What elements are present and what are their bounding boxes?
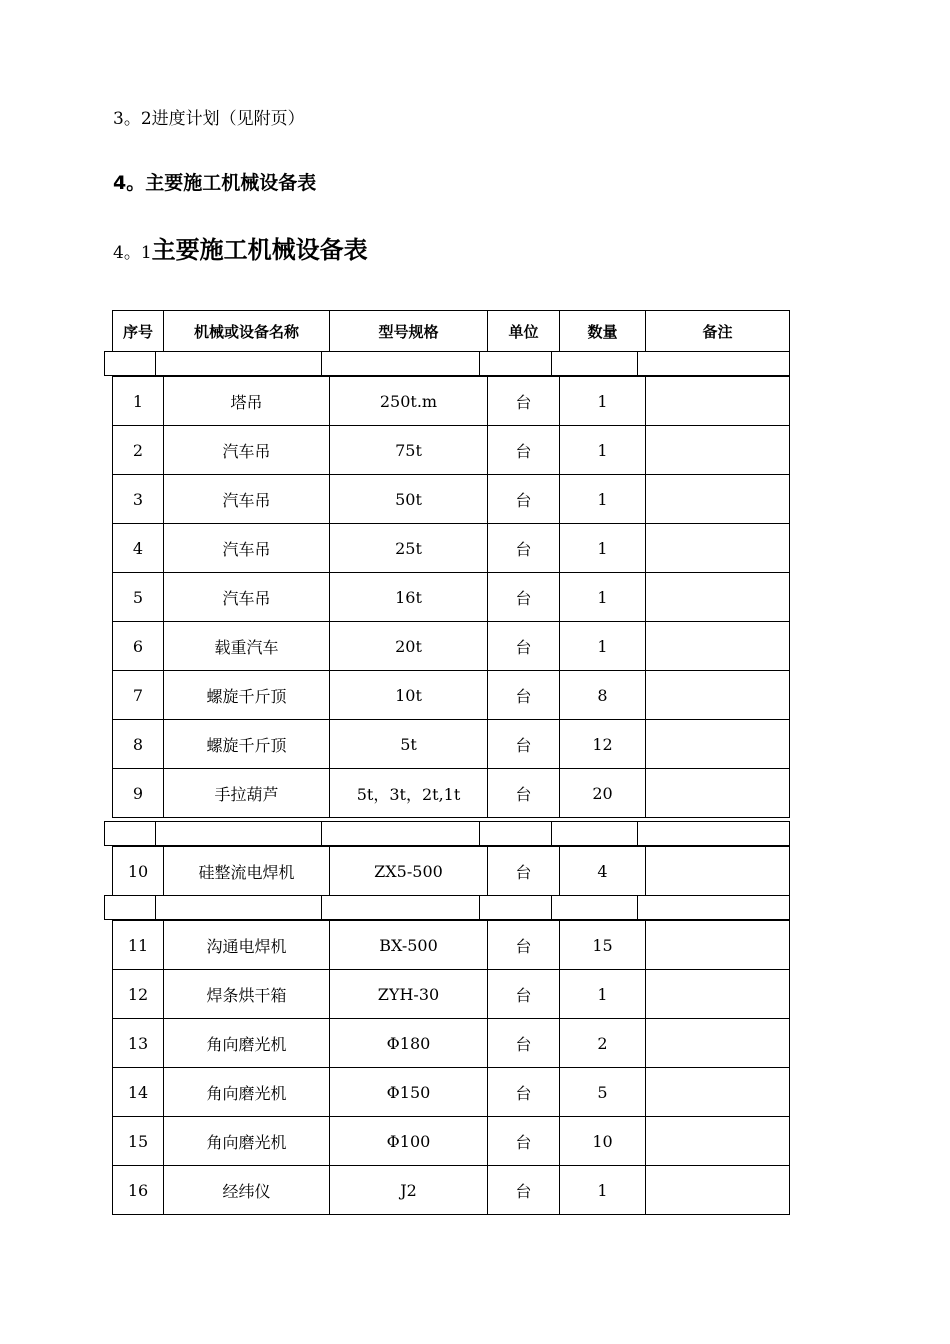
cell-spec: 5t，3t，2t,1t [330,769,488,818]
table-row [113,1068,790,1117]
cell-no: 6 [113,622,164,671]
cell-qty: 12 [560,720,646,769]
table-row [113,475,790,524]
section-title: 4。主要施工机械设备表 [113,172,317,194]
subsection-title [113,230,368,265]
cell-name: 硅整流电焊机 [164,847,330,896]
cell-no: 13 [113,1019,164,1068]
cell-note [646,720,790,769]
cell-spec: Φ150 [330,1068,488,1117]
col-header-name: 机械或设备名称 [164,311,330,352]
cell-note [646,524,790,573]
cell-unit: 台 [488,1019,560,1068]
table-header-row [113,311,790,352]
cell-no: 3 [113,475,164,524]
progress-plan-heading: 3。2进度计划（见附页） [113,109,305,129]
cell-note [646,1117,790,1166]
cell-name: 焊条烘干箱 [164,970,330,1019]
cell-note [646,921,790,970]
equipment-table-block [112,920,790,1215]
cell-qty: 4 [560,847,646,896]
cell-name: 角向磨光机 [164,1019,330,1068]
cell-qty: 1 [560,573,646,622]
cell-no: 2 [113,426,164,475]
table-row [113,573,790,622]
cell-qty: 1 [560,970,646,1019]
cell-note [646,622,790,671]
cell-name: 汽车吊 [164,475,330,524]
col-header-spec: 型号规格 [330,311,488,352]
table-spacer-row [104,895,790,920]
table-row [113,426,790,475]
cell-no: 4 [113,524,164,573]
cell-name: 角向磨光机 [164,1117,330,1166]
cell-no: 9 [113,769,164,818]
cell-unit: 台 [488,524,560,573]
cell-note [646,426,790,475]
cell-no: 16 [113,1166,164,1215]
col-header-note: 备注 [646,311,790,352]
cell-qty: 8 [560,671,646,720]
table-row [113,1019,790,1068]
cell-note [646,847,790,896]
col-header-unit: 单位 [488,311,560,352]
cell-unit: 台 [488,622,560,671]
cell-unit: 台 [488,847,560,896]
cell-spec: ZX5-500 [330,847,488,896]
cell-qty: 1 [560,377,646,426]
cell-name: 汽车吊 [164,573,330,622]
cell-no: 12 [113,970,164,1019]
table-row [113,847,790,896]
cell-name: 沟通电焊机 [164,921,330,970]
table-row [113,524,790,573]
cell-unit: 台 [488,377,560,426]
table-row [113,1166,790,1215]
cell-spec: 75t [330,426,488,475]
cell-unit: 台 [488,671,560,720]
cell-note [646,1166,790,1215]
cell-name: 汽车吊 [164,426,330,475]
cell-name: 螺旋千斤顶 [164,671,330,720]
cell-unit: 台 [488,1166,560,1215]
cell-unit: 台 [488,1117,560,1166]
cell-unit: 台 [488,921,560,970]
cell-no: 15 [113,1117,164,1166]
cell-note [646,1068,790,1117]
cell-name: 载重汽车 [164,622,330,671]
col-header-no: 序号 [113,311,164,352]
cell-name: 塔吊 [164,377,330,426]
cell-note [646,573,790,622]
cell-spec: 250t.m [330,377,488,426]
cell-note [646,970,790,1019]
cell-spec: 16t [330,573,488,622]
cell-unit: 台 [488,573,560,622]
table-row [113,720,790,769]
cell-qty: 1 [560,426,646,475]
cell-qty: 2 [560,1019,646,1068]
cell-spec: 50t [330,475,488,524]
cell-qty: 1 [560,475,646,524]
equipment-table-block [112,846,790,896]
cell-unit: 台 [488,769,560,818]
cell-no: 7 [113,671,164,720]
cell-name: 经纬仪 [164,1166,330,1215]
equipment-table-block [112,376,790,818]
cell-spec: Φ100 [330,1117,488,1166]
cell-unit: 台 [488,475,560,524]
cell-unit: 台 [488,426,560,475]
table-row [113,377,790,426]
cell-spec: 10t [330,671,488,720]
cell-name: 螺旋千斤顶 [164,720,330,769]
table-row [113,622,790,671]
table-spacer-row [104,821,790,846]
subsection-number: 4。1 [113,243,152,263]
cell-qty: 1 [560,622,646,671]
cell-note [646,769,790,818]
cell-no: 8 [113,720,164,769]
cell-spec: ZYH-30 [330,970,488,1019]
cell-qty: 15 [560,921,646,970]
cell-note [646,377,790,426]
cell-spec: J2 [330,1166,488,1215]
cell-no: 1 [113,377,164,426]
table-spacer-row [104,351,790,376]
cell-qty: 10 [560,1117,646,1166]
subsection-title-text: 主要施工机械设备表 [151,236,368,264]
cell-spec: 25t [330,524,488,573]
cell-note [646,1019,790,1068]
table-row [113,970,790,1019]
equipment-table-header [112,310,790,352]
col-header-qty: 数量 [560,311,646,352]
cell-spec: Φ180 [330,1019,488,1068]
cell-note [646,671,790,720]
cell-qty: 5 [560,1068,646,1117]
table-row [113,921,790,970]
cell-spec: 5t [330,720,488,769]
cell-spec: BX-500 [330,921,488,970]
cell-qty: 1 [560,1166,646,1215]
cell-name: 汽车吊 [164,524,330,573]
cell-unit: 台 [488,720,560,769]
cell-qty: 1 [560,524,646,573]
cell-spec: 20t [330,622,488,671]
cell-note [646,475,790,524]
cell-no: 11 [113,921,164,970]
cell-no: 5 [113,573,164,622]
table-row [113,769,790,818]
cell-name: 角向磨光机 [164,1068,330,1117]
cell-no: 14 [113,1068,164,1117]
cell-no: 10 [113,847,164,896]
table-row [113,1117,790,1166]
cell-qty: 20 [560,769,646,818]
cell-name: 手拉葫芦 [164,769,330,818]
cell-unit: 台 [488,970,560,1019]
table-row [113,671,790,720]
cell-unit: 台 [488,1068,560,1117]
